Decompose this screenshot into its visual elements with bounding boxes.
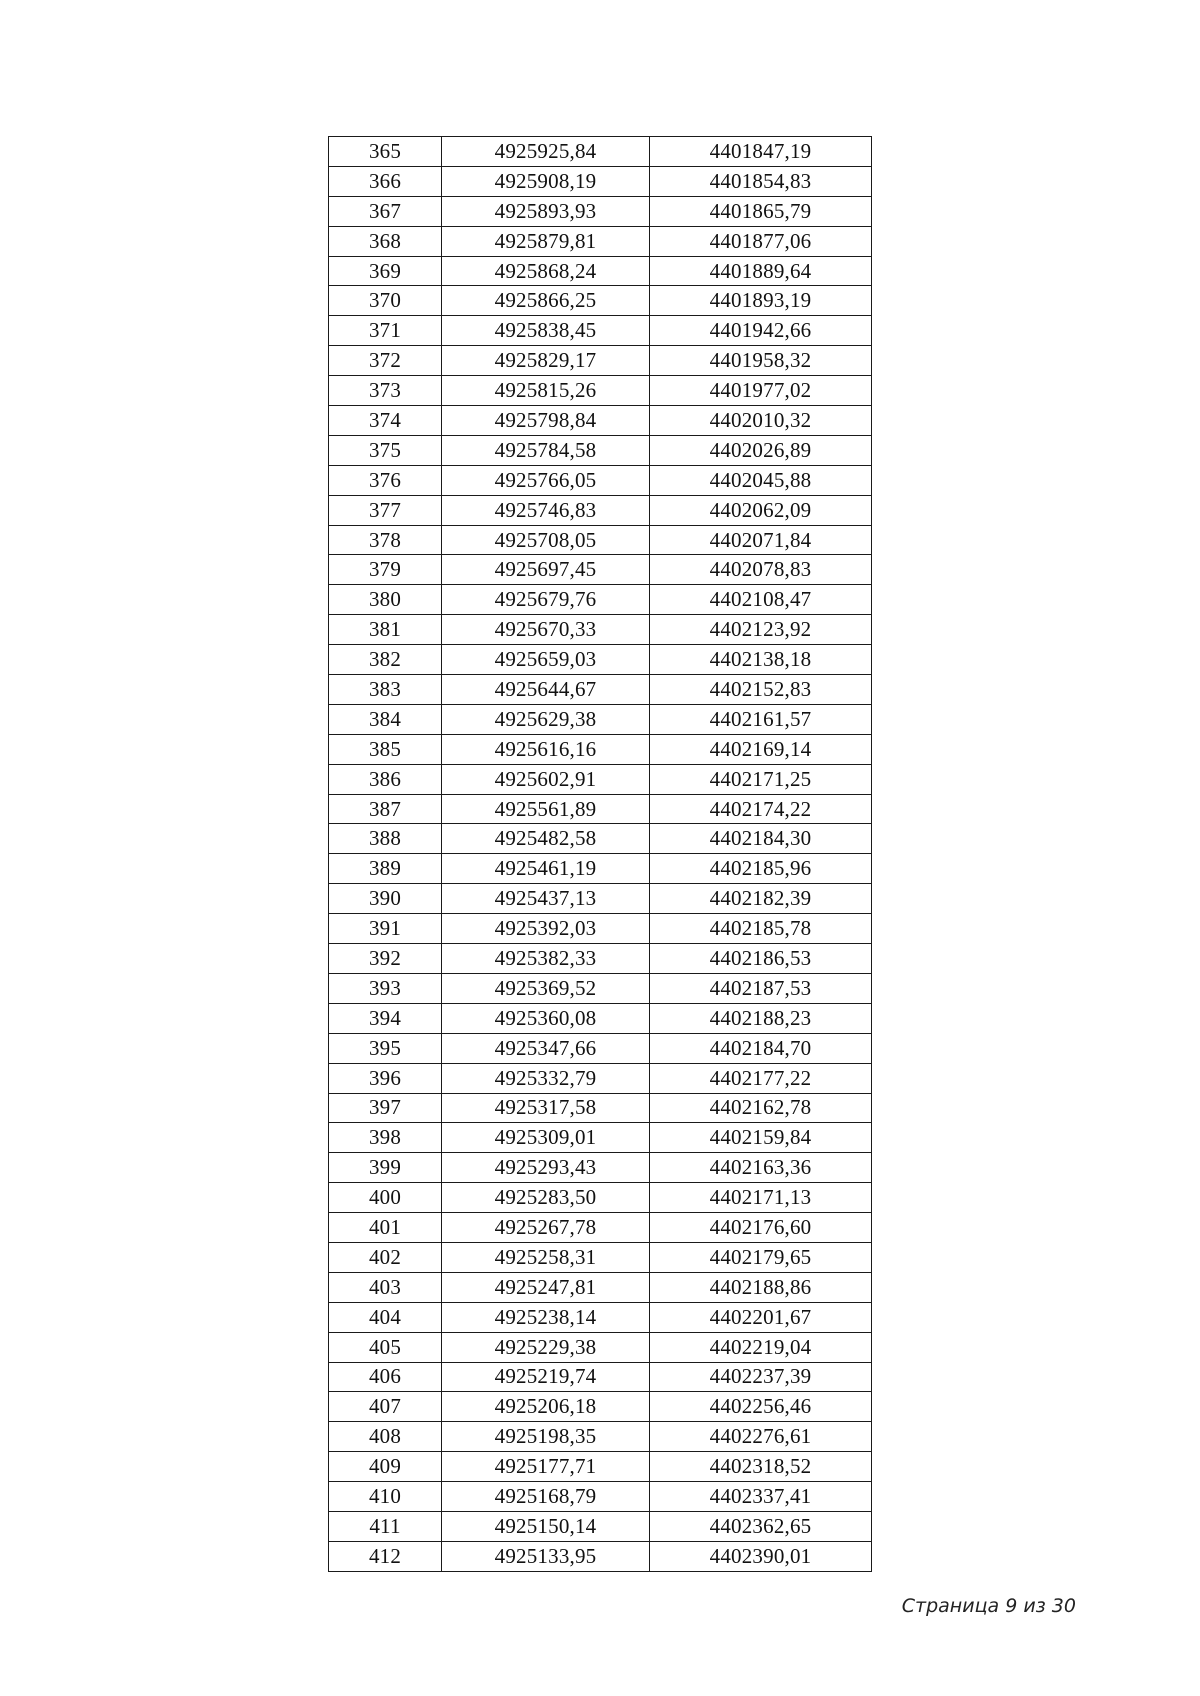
point-number-cell: 375 — [329, 435, 442, 465]
x-coordinate-cell: 4925267,78 — [442, 1213, 650, 1243]
y-coordinate-cell: 4402185,96 — [650, 854, 872, 884]
x-coordinate-cell: 4925482,58 — [442, 824, 650, 854]
point-number-cell: 376 — [329, 465, 442, 495]
y-coordinate-cell: 4402318,52 — [650, 1452, 872, 1482]
point-number-cell: 366 — [329, 166, 442, 196]
point-number-cell: 404 — [329, 1302, 442, 1332]
table-row — [329, 1063, 872, 1093]
y-coordinate-cell: 4401942,66 — [650, 316, 872, 346]
table-row — [329, 1511, 872, 1541]
x-coordinate-cell: 4925659,03 — [442, 645, 650, 675]
table-row — [329, 435, 872, 465]
y-coordinate-cell: 4402045,88 — [650, 465, 872, 495]
table-row — [329, 854, 872, 884]
table-row — [329, 555, 872, 585]
y-coordinate-cell: 4402071,84 — [650, 525, 872, 555]
x-coordinate-cell: 4925437,13 — [442, 884, 650, 914]
x-coordinate-cell: 4925784,58 — [442, 435, 650, 465]
y-coordinate-cell: 4402176,60 — [650, 1213, 872, 1243]
table-row — [329, 137, 872, 167]
point-number-cell: 401 — [329, 1213, 442, 1243]
y-coordinate-cell: 4402010,32 — [650, 406, 872, 436]
x-coordinate-cell: 4925866,25 — [442, 286, 650, 316]
page-number-footer: Страница 9 из 30 — [901, 1595, 1076, 1617]
x-coordinate-cell: 4925317,58 — [442, 1093, 650, 1123]
table-row — [329, 675, 872, 705]
y-coordinate-cell: 4402163,36 — [650, 1153, 872, 1183]
x-coordinate-cell: 4925815,26 — [442, 376, 650, 406]
table-row — [329, 1242, 872, 1272]
table-row — [329, 196, 872, 226]
y-coordinate-cell: 4401893,19 — [650, 286, 872, 316]
point-number-cell: 406 — [329, 1362, 442, 1392]
point-number-cell: 388 — [329, 824, 442, 854]
y-coordinate-cell: 4402026,89 — [650, 435, 872, 465]
x-coordinate-cell: 4925283,50 — [442, 1183, 650, 1213]
point-number-cell: 386 — [329, 764, 442, 794]
y-coordinate-cell: 4401865,79 — [650, 196, 872, 226]
y-coordinate-cell: 4402184,70 — [650, 1033, 872, 1063]
y-coordinate-cell: 4402276,61 — [650, 1422, 872, 1452]
y-coordinate-cell: 4401877,06 — [650, 226, 872, 256]
point-number-cell: 387 — [329, 794, 442, 824]
y-coordinate-cell: 4401847,19 — [650, 137, 872, 167]
table-row — [329, 824, 872, 854]
y-coordinate-cell: 4402159,84 — [650, 1123, 872, 1153]
table-row — [329, 645, 872, 675]
x-coordinate-cell: 4925829,17 — [442, 346, 650, 376]
y-coordinate-cell: 4402185,78 — [650, 914, 872, 944]
x-coordinate-cell: 4925461,19 — [442, 854, 650, 884]
point-number-cell: 407 — [329, 1392, 442, 1422]
x-coordinate-cell: 4925629,38 — [442, 704, 650, 734]
x-coordinate-cell: 4925879,81 — [442, 226, 650, 256]
table-row — [329, 615, 872, 645]
y-coordinate-cell: 4402237,39 — [650, 1362, 872, 1392]
point-number-cell: 377 — [329, 495, 442, 525]
table-row — [329, 1153, 872, 1183]
point-number-cell: 399 — [329, 1153, 442, 1183]
point-number-cell: 380 — [329, 585, 442, 615]
x-coordinate-cell: 4925229,38 — [442, 1332, 650, 1362]
x-coordinate-cell: 4925238,14 — [442, 1302, 650, 1332]
y-coordinate-cell: 4402184,30 — [650, 824, 872, 854]
point-number-cell: 392 — [329, 944, 442, 974]
x-coordinate-cell: 4925392,03 — [442, 914, 650, 944]
y-coordinate-cell: 4402171,13 — [650, 1183, 872, 1213]
table-row — [329, 465, 872, 495]
y-coordinate-cell: 4402174,22 — [650, 794, 872, 824]
point-number-cell: 408 — [329, 1422, 442, 1452]
y-coordinate-cell: 4402188,86 — [650, 1272, 872, 1302]
x-coordinate-cell: 4925679,76 — [442, 585, 650, 615]
point-number-cell: 395 — [329, 1033, 442, 1063]
point-number-cell: 397 — [329, 1093, 442, 1123]
table-row — [329, 1213, 872, 1243]
x-coordinate-cell: 4925746,83 — [442, 495, 650, 525]
x-coordinate-cell: 4925219,74 — [442, 1362, 650, 1392]
point-number-cell: 412 — [329, 1541, 442, 1571]
y-coordinate-cell: 4402171,25 — [650, 764, 872, 794]
point-number-cell: 384 — [329, 704, 442, 734]
table-row — [329, 944, 872, 974]
point-number-cell: 378 — [329, 525, 442, 555]
x-coordinate-cell: 4925382,33 — [442, 944, 650, 974]
x-coordinate-cell: 4925369,52 — [442, 973, 650, 1003]
table-row — [329, 585, 872, 615]
point-number-cell: 409 — [329, 1452, 442, 1482]
table-row — [329, 495, 872, 525]
table-row — [329, 1362, 872, 1392]
y-coordinate-cell: 4402201,67 — [650, 1302, 872, 1332]
table-row — [329, 1332, 872, 1362]
x-coordinate-cell: 4925258,31 — [442, 1242, 650, 1272]
y-coordinate-cell: 4402177,22 — [650, 1063, 872, 1093]
coordinates-table — [328, 136, 872, 1572]
point-number-cell: 369 — [329, 256, 442, 286]
x-coordinate-cell: 4925561,89 — [442, 794, 650, 824]
x-coordinate-cell: 4925347,66 — [442, 1033, 650, 1063]
point-number-cell: 390 — [329, 884, 442, 914]
x-coordinate-cell: 4925908,19 — [442, 166, 650, 196]
point-number-cell: 396 — [329, 1063, 442, 1093]
table-row — [329, 914, 872, 944]
y-coordinate-cell: 4402108,47 — [650, 585, 872, 615]
y-coordinate-cell: 4402162,78 — [650, 1093, 872, 1123]
point-number-cell: 370 — [329, 286, 442, 316]
point-number-cell: 394 — [329, 1003, 442, 1033]
y-coordinate-cell: 4402138,18 — [650, 645, 872, 675]
x-coordinate-cell: 4925838,45 — [442, 316, 650, 346]
y-coordinate-cell: 4402362,65 — [650, 1511, 872, 1541]
point-number-cell: 365 — [329, 137, 442, 167]
x-coordinate-cell: 4925925,84 — [442, 137, 650, 167]
table-row — [329, 734, 872, 764]
point-number-cell: 400 — [329, 1183, 442, 1213]
point-number-cell: 385 — [329, 734, 442, 764]
table-row — [329, 1093, 872, 1123]
table-row — [329, 1541, 872, 1571]
point-number-cell: 379 — [329, 555, 442, 585]
point-number-cell: 391 — [329, 914, 442, 944]
point-number-cell: 367 — [329, 196, 442, 226]
point-number-cell: 389 — [329, 854, 442, 884]
x-coordinate-cell: 4925206,18 — [442, 1392, 650, 1422]
table-row — [329, 1033, 872, 1063]
point-number-cell: 403 — [329, 1272, 442, 1302]
x-coordinate-cell: 4925133,95 — [442, 1541, 650, 1571]
y-coordinate-cell: 4402188,23 — [650, 1003, 872, 1033]
y-coordinate-cell: 4401889,64 — [650, 256, 872, 286]
table-row — [329, 884, 872, 914]
y-coordinate-cell: 4402390,01 — [650, 1541, 872, 1571]
table-row — [329, 226, 872, 256]
y-coordinate-cell: 4402337,41 — [650, 1482, 872, 1512]
y-coordinate-cell: 4401977,02 — [650, 376, 872, 406]
point-number-cell: 368 — [329, 226, 442, 256]
table-row — [329, 1003, 872, 1033]
x-coordinate-cell: 4925708,05 — [442, 525, 650, 555]
y-coordinate-cell: 4402062,09 — [650, 495, 872, 525]
x-coordinate-cell: 4925150,14 — [442, 1511, 650, 1541]
point-number-cell: 383 — [329, 675, 442, 705]
point-number-cell: 373 — [329, 376, 442, 406]
y-coordinate-cell: 4401854,83 — [650, 166, 872, 196]
point-number-cell: 402 — [329, 1242, 442, 1272]
point-number-cell: 398 — [329, 1123, 442, 1153]
table-row — [329, 1123, 872, 1153]
point-number-cell: 405 — [329, 1332, 442, 1362]
table-row — [329, 256, 872, 286]
y-coordinate-cell: 4402169,14 — [650, 734, 872, 764]
y-coordinate-cell: 4402161,57 — [650, 704, 872, 734]
x-coordinate-cell: 4925168,79 — [442, 1482, 650, 1512]
table-row — [329, 376, 872, 406]
x-coordinate-cell: 4925177,71 — [442, 1452, 650, 1482]
table-row — [329, 1302, 872, 1332]
y-coordinate-cell: 4402179,65 — [650, 1242, 872, 1272]
x-coordinate-cell: 4925198,35 — [442, 1422, 650, 1452]
y-coordinate-cell: 4401958,32 — [650, 346, 872, 376]
point-number-cell: 374 — [329, 406, 442, 436]
table-row — [329, 166, 872, 196]
y-coordinate-cell: 4402152,83 — [650, 675, 872, 705]
point-number-cell: 393 — [329, 973, 442, 1003]
coordinates-table-body — [329, 137, 872, 1572]
point-number-cell: 411 — [329, 1511, 442, 1541]
table-row — [329, 525, 872, 555]
table-row — [329, 1392, 872, 1422]
table-row — [329, 1183, 872, 1213]
table-row — [329, 764, 872, 794]
y-coordinate-cell: 4402219,04 — [650, 1332, 872, 1362]
x-coordinate-cell: 4925868,24 — [442, 256, 650, 286]
x-coordinate-cell: 4925798,84 — [442, 406, 650, 436]
y-coordinate-cell: 4402187,53 — [650, 973, 872, 1003]
table-row — [329, 794, 872, 824]
x-coordinate-cell: 4925616,16 — [442, 734, 650, 764]
table-row — [329, 704, 872, 734]
table-row — [329, 1272, 872, 1302]
point-number-cell: 372 — [329, 346, 442, 376]
x-coordinate-cell: 4925670,33 — [442, 615, 650, 645]
table-row — [329, 316, 872, 346]
x-coordinate-cell: 4925332,79 — [442, 1063, 650, 1093]
table-row — [329, 346, 872, 376]
point-number-cell: 381 — [329, 615, 442, 645]
y-coordinate-cell: 4402078,83 — [650, 555, 872, 585]
x-coordinate-cell: 4925360,08 — [442, 1003, 650, 1033]
point-number-cell: 371 — [329, 316, 442, 346]
x-coordinate-cell: 4925309,01 — [442, 1123, 650, 1153]
y-coordinate-cell: 4402123,92 — [650, 615, 872, 645]
x-coordinate-cell: 4925766,05 — [442, 465, 650, 495]
table-row — [329, 1422, 872, 1452]
table-row — [329, 406, 872, 436]
table-row — [329, 1482, 872, 1512]
y-coordinate-cell: 4402256,46 — [650, 1392, 872, 1422]
x-coordinate-cell: 4925247,81 — [442, 1272, 650, 1302]
x-coordinate-cell: 4925644,67 — [442, 675, 650, 705]
table-row — [329, 286, 872, 316]
x-coordinate-cell: 4925602,91 — [442, 764, 650, 794]
y-coordinate-cell: 4402182,39 — [650, 884, 872, 914]
x-coordinate-cell: 4925697,45 — [442, 555, 650, 585]
point-number-cell: 382 — [329, 645, 442, 675]
table-row — [329, 1452, 872, 1482]
y-coordinate-cell: 4402186,53 — [650, 944, 872, 974]
point-number-cell: 410 — [329, 1482, 442, 1512]
x-coordinate-cell: 4925293,43 — [442, 1153, 650, 1183]
x-coordinate-cell: 4925893,93 — [442, 196, 650, 226]
table-row — [329, 973, 872, 1003]
